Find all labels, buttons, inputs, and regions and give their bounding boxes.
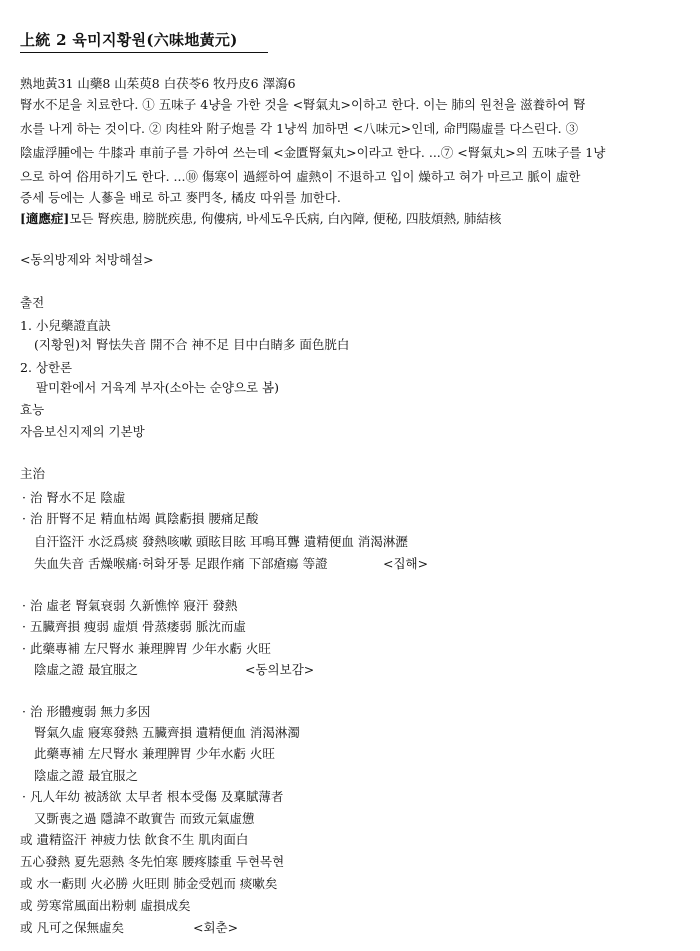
page-title: 上統 2 육미지황원(六味地黃元): [20, 31, 238, 49]
intro-line-2: 水를 나게 하는 것이다. ② 肉桂와 附子炮를 각 1냥씩 加하면 <八味元>인데, 命門陽虛를 다스린다. ③: [20, 121, 579, 136]
group2-line-2: · 五臟齊損 瘦弱 虛煩 骨蒸痿弱 脈沈而虛: [22, 619, 246, 634]
source-item-2-title: 2. 상한론: [20, 360, 73, 375]
group2-line-1: · 治 虛老 腎氣衰弱 久新憔悴 寢汗 發熱: [22, 598, 238, 613]
group3-line-8: 五心發熱 夏先惡熱 冬先怕寒 腰疼膝重 두현목현: [20, 854, 285, 869]
group1-line-2: · 治 肝腎不足 精血枯竭 眞陰虧損 腰痛足酸: [22, 511, 259, 526]
source-item-2-text: 팔미환에서 거육계 부자(소아는 순양으로 봄): [36, 380, 279, 395]
intro-line-3: 陰虛浮腫에는 牛膝과 車前子를 가하여 쓰는데 <金匱腎氣丸>이라고 한다. ...⑦ <腎氣丸>의 五味子를 1냥: [20, 145, 606, 160]
section-heading: <동의방제와 처방해설>: [20, 252, 154, 267]
efficacy-text: 자음보신지제의 기본방: [20, 424, 145, 439]
group1-line-1: · 治 腎水不足 陰虛: [22, 490, 126, 505]
title-underline: [20, 52, 268, 53]
indications-label: [適應症]: [20, 211, 70, 226]
group3-line-6: 又斲喪之過 隱諱不敢實告 而致元氣虛憊: [34, 811, 255, 826]
group2-source: <동의보감>: [245, 662, 315, 677]
source-item-1-title: 1. 小兒藥證直訣: [20, 318, 111, 333]
indications-line: [20, 211, 501, 227]
indications-text: 모든 腎疾患, 膀胱疾患, 佝僂病, 바세도우氏病, 白內障, 便秘, 四肢煩熱, 肺結核: [69, 211, 502, 226]
source-heading: 출전: [20, 295, 45, 310]
intro-line-5: 증세 등에는 人蔘을 배로 하고 麥門冬, 橘皮 따위를 加한다.: [20, 190, 341, 205]
group3-source: <회춘>: [193, 920, 239, 935]
group3-line-5: · 凡人年幼 被誘欲 太早者 根本受傷 及稟賦薄者: [22, 789, 284, 804]
group3-line-3: 此藥專補 左尺腎水 兼理脾胃 少年水虧 火旺: [34, 746, 275, 761]
group3-line-9: 或 水一虧則 火必勝 火旺則 肺金受剋而 痰嗽矣: [20, 876, 278, 891]
indications-heading: 主治: [20, 466, 46, 481]
group1-line-4: 失血失音 舌燥喉痛·허화牙통 足跟作痛 下部瘡瘍 等證: [34, 556, 328, 571]
group3-line-1: · 治 形體痩弱 無力多因: [22, 704, 151, 719]
group1-source: <집해>: [383, 556, 429, 571]
group3-line-10: 或 勞寒常風面出粉刺 虛損成矣: [20, 898, 191, 913]
group2-line-4: 陰虛之證 最宜服之: [34, 662, 138, 677]
group3-line-7: 或 遺精盜汗 神疲力怯 飮食不生 肌肉面白: [20, 832, 249, 847]
group3-line-4: 陰虛之證 最宜服之: [34, 768, 138, 783]
efficacy-heading: 효능: [20, 402, 45, 417]
intro-line-1: 腎水不足을 치료한다. ① 五味子 4냥을 가한 것을 <腎氣丸>이하고 한다. 이는 肺의 원천을 滋養하여 腎: [20, 97, 586, 112]
group3-line-2: 腎氣久虛 寢寒發熱 五臟齊損 遺精便血 消渴淋濁: [34, 725, 300, 740]
group2-line-3: · 此藥專補 左尺腎水 兼理脾胃 少年水虧 火旺: [22, 641, 271, 656]
group1-line-3: 自汗盜汗 水泛爲痰 發熱咳嗽 頭眩目眩 耳鳴耳聾 遺精便血 消渴淋瀝: [34, 534, 408, 549]
intro-line-4: 으로 하여 俗用하기도 한다. ...⑩ 傷寒이 過經하여 虛熱이 不退하고 입이 燥하고 혀가 마르고 脈이 虛한: [20, 169, 581, 184]
group3-line-11: 或 凡可之保無虛矣: [20, 920, 124, 935]
ingredients-line: 熟地黃31 山藥8 山茱萸8 白茯苓6 牧丹皮6 澤瀉6: [20, 76, 296, 91]
source-item-1-text: (지황원)처 腎怯失音 開不合 神不足 目中白睛多 面色胱白: [34, 337, 350, 352]
